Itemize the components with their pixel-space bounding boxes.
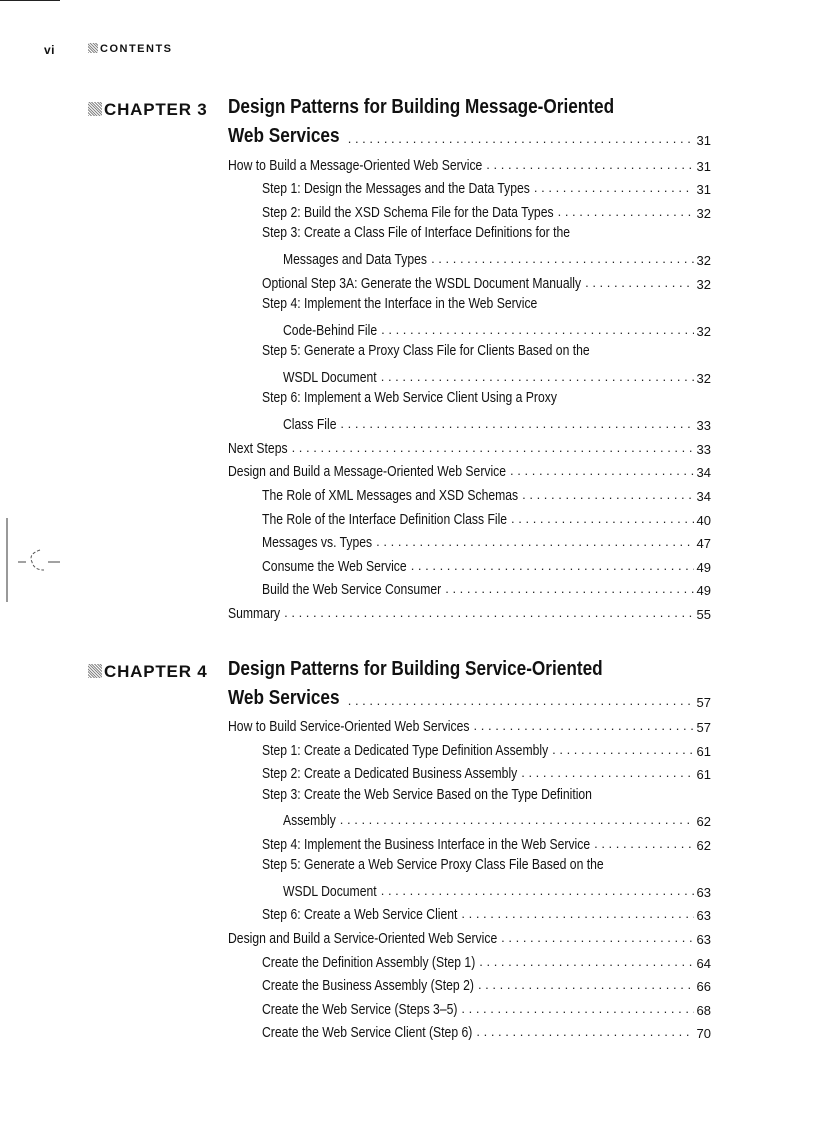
dot-leader bbox=[501, 931, 693, 944]
toc-entry-text: Design and Build a Message-Oriented Web Service bbox=[228, 464, 507, 480]
toc-page-number: 62 bbox=[696, 838, 711, 853]
chapter-title-line: Design Patterns for Building Message-Oriented bbox=[228, 96, 615, 118]
toc-entry bbox=[262, 949, 711, 971]
chapter-label bbox=[88, 100, 208, 120]
dot-leader bbox=[445, 582, 693, 595]
toc-entry bbox=[228, 458, 711, 480]
toc-entry bbox=[262, 1019, 711, 1041]
dot-leader bbox=[381, 323, 693, 336]
chapter-page-number: 31 bbox=[696, 133, 711, 148]
dot-leader bbox=[534, 181, 694, 194]
toc-entry-text: How to Build Service-Oriented Web Services bbox=[228, 719, 470, 735]
toc-page-number: 49 bbox=[696, 583, 711, 598]
toc-entry-text: The Role of XML Messages and XSD Schemas bbox=[262, 488, 519, 504]
dot-leader bbox=[522, 488, 693, 501]
toc-page-number: 63 bbox=[696, 885, 711, 900]
toc-entry-text: Summary bbox=[228, 606, 281, 622]
toc-page-number: 70 bbox=[696, 1026, 711, 1041]
toc-entry-text: How to Build a Message-Oriented Web Service bbox=[228, 158, 483, 174]
dot-leader bbox=[340, 813, 694, 826]
dot-leader bbox=[474, 719, 694, 732]
toc-entry-text: Consume the Web Service bbox=[262, 559, 407, 575]
toc-entry bbox=[262, 506, 711, 528]
chapter-title-entry bbox=[228, 684, 711, 710]
toc-page-number: 57 bbox=[696, 720, 711, 735]
toc-entry-text: Messages and Data Types bbox=[283, 252, 427, 268]
toc-page-number: 32 bbox=[696, 277, 711, 292]
toc-entry bbox=[283, 364, 711, 386]
toc-entry bbox=[262, 737, 711, 759]
dot-leader bbox=[461, 907, 693, 920]
toc-entry-text: Step 6: Create a Web Service Client bbox=[262, 907, 458, 923]
toc-entry bbox=[283, 807, 711, 829]
square-bullet-icon bbox=[88, 43, 98, 53]
dot-leader bbox=[340, 417, 693, 430]
dot-leader bbox=[284, 606, 693, 619]
dot-leader bbox=[510, 464, 693, 477]
toc-page-number: 64 bbox=[696, 956, 711, 971]
toc-page-number: 61 bbox=[696, 744, 711, 759]
dot-leader bbox=[431, 252, 693, 265]
dot-leader bbox=[411, 559, 694, 572]
toc-page-number: 49 bbox=[696, 560, 711, 575]
toc-entry bbox=[283, 317, 711, 339]
toc-entry-continued: Step 5: Generate a Web Service Proxy Class File Based on the bbox=[262, 857, 604, 873]
dot-leader bbox=[376, 535, 693, 548]
toc-entry-text: Messages vs. Types bbox=[262, 535, 373, 551]
dot-leader bbox=[594, 837, 693, 850]
dot-leader bbox=[558, 205, 694, 218]
chapter-title-line: Design Patterns for Building Service-Oriented bbox=[228, 658, 603, 680]
toc-page-number: 33 bbox=[696, 418, 711, 433]
toc-entry bbox=[262, 831, 711, 853]
dot-leader bbox=[461, 1002, 693, 1015]
toc-entry-text: The Role of the Interface Definition Class File bbox=[262, 512, 508, 528]
running-title bbox=[88, 43, 173, 55]
toc-entry bbox=[283, 246, 711, 268]
toc-page-number: 68 bbox=[696, 1003, 711, 1018]
toc-entry-text: WSDL Document bbox=[283, 370, 377, 386]
square-bullet-icon bbox=[88, 102, 102, 116]
top-rule bbox=[0, 0, 60, 1]
crop-mark-icon bbox=[0, 518, 70, 602]
chapter-number: CHAPTER 3 bbox=[104, 100, 208, 119]
chapter-number: CHAPTER 4 bbox=[104, 662, 208, 681]
toc-entry-text: Code-Behind File bbox=[283, 323, 378, 339]
toc-entry-text: Create the Web Service Client (Step 6) bbox=[262, 1025, 473, 1041]
toc-entry-continued: Step 3: Create a Class File of Interface Definitions for the bbox=[262, 225, 571, 241]
toc-entry bbox=[262, 972, 711, 994]
toc-entry bbox=[262, 901, 711, 923]
toc-entry-continued: Step 5: Generate a Proxy Class File for Clients Based on the bbox=[262, 343, 590, 359]
toc-entry-text: Step 1: Create a Dedicated Type Definition Assembly bbox=[262, 743, 549, 759]
dot-leader bbox=[381, 884, 694, 897]
dot-leader bbox=[521, 766, 693, 779]
toc-page-number: 32 bbox=[696, 371, 711, 386]
toc-entry bbox=[262, 576, 711, 598]
dot-leader bbox=[476, 1025, 693, 1038]
toc-entry-text: Next Steps bbox=[228, 441, 288, 457]
toc-entry bbox=[262, 529, 711, 551]
square-bullet-icon bbox=[88, 664, 102, 678]
dot-leader bbox=[479, 955, 693, 968]
toc-entry bbox=[283, 878, 711, 900]
toc-entry-text: Create the Definition Assembly (Step 1) bbox=[262, 955, 476, 971]
toc-entry bbox=[228, 713, 711, 735]
chapter-title-entry bbox=[228, 122, 711, 148]
toc-page-number: 55 bbox=[696, 607, 711, 622]
toc-entry-text: Build the Web Service Consumer bbox=[262, 582, 442, 598]
toc-page-number: 63 bbox=[696, 932, 711, 947]
chapter-title-text: Web Services bbox=[228, 125, 340, 147]
toc-page-number: 31 bbox=[696, 159, 711, 174]
toc-entry-text: Step 1: Design the Messages and the Data Types bbox=[262, 181, 530, 197]
toc-entry-text: Create the Business Assembly (Step 2) bbox=[262, 978, 474, 994]
chapter-title-text: Web Services bbox=[228, 687, 340, 709]
toc-page-number: 62 bbox=[696, 814, 711, 829]
toc-entry-text: Step 4: Implement the Business Interface in the Web Service bbox=[262, 837, 591, 853]
toc-entry-text: Step 2: Build the XSD Schema File for the Data Types bbox=[262, 205, 554, 221]
toc-page-number: 32 bbox=[696, 253, 711, 268]
toc-entry-text: Class File bbox=[283, 417, 337, 433]
toc-entry-text: WSDL Document bbox=[283, 884, 377, 900]
toc-entry bbox=[262, 482, 711, 504]
toc-entry bbox=[262, 553, 711, 575]
dot-leader bbox=[552, 743, 693, 756]
toc-page-number: 31 bbox=[696, 182, 711, 197]
toc-entry bbox=[228, 600, 711, 622]
toc-entry bbox=[283, 411, 711, 433]
toc-page-number: 34 bbox=[696, 465, 711, 480]
toc-entry bbox=[262, 175, 711, 197]
toc-entry bbox=[228, 925, 711, 947]
toc-entry bbox=[262, 270, 711, 292]
toc-page-number: 47 bbox=[696, 536, 711, 551]
toc-page-number: 63 bbox=[696, 908, 711, 923]
toc-entry-text: Optional Step 3A: Generate the WSDL Document Manually bbox=[262, 276, 582, 292]
dot-leader bbox=[511, 512, 694, 525]
toc-entry-text: Step 2: Create a Dedicated Business Assembly bbox=[262, 766, 518, 782]
toc-entry bbox=[262, 199, 711, 221]
toc-entry-text: Design and Build a Service-Oriented Web Service bbox=[228, 931, 498, 947]
dot-leader bbox=[486, 158, 693, 171]
toc-page-number: 66 bbox=[696, 979, 711, 994]
toc-entry bbox=[228, 435, 711, 457]
toc-page-number: 61 bbox=[696, 767, 711, 782]
toc-entry-continued: Step 6: Implement a Web Service Client Using a Proxy bbox=[262, 390, 557, 406]
toc-entry-continued: Step 3: Create the Web Service Based on the Type Definition bbox=[262, 787, 592, 803]
dot-leader bbox=[381, 370, 694, 383]
toc-page-number: 33 bbox=[696, 442, 711, 457]
toc-page-number: 34 bbox=[696, 489, 711, 504]
toc-entry bbox=[262, 760, 711, 782]
toc-entry bbox=[228, 152, 711, 174]
dot-leader bbox=[348, 694, 694, 707]
dot-leader bbox=[292, 441, 694, 454]
toc-page-number: 40 bbox=[696, 513, 711, 528]
chapter-page-number: 57 bbox=[696, 695, 711, 710]
toc-page-number: 32 bbox=[696, 324, 711, 339]
dot-leader bbox=[348, 132, 694, 145]
running-header bbox=[0, 43, 816, 59]
toc-entry-text: Create the Web Service (Steps 3–5) bbox=[262, 1002, 458, 1018]
toc-entry-continued: Step 4: Implement the Interface in the Web Service bbox=[262, 296, 538, 312]
dot-leader bbox=[478, 978, 694, 991]
page-number: vi bbox=[44, 43, 56, 57]
dot-leader bbox=[585, 276, 693, 289]
toc-entry bbox=[262, 996, 711, 1018]
toc-page-number: 32 bbox=[696, 206, 711, 221]
chapter-label bbox=[88, 662, 208, 682]
running-title-text: CONTENTS bbox=[100, 43, 173, 55]
toc-entry-text: Assembly bbox=[283, 813, 336, 829]
